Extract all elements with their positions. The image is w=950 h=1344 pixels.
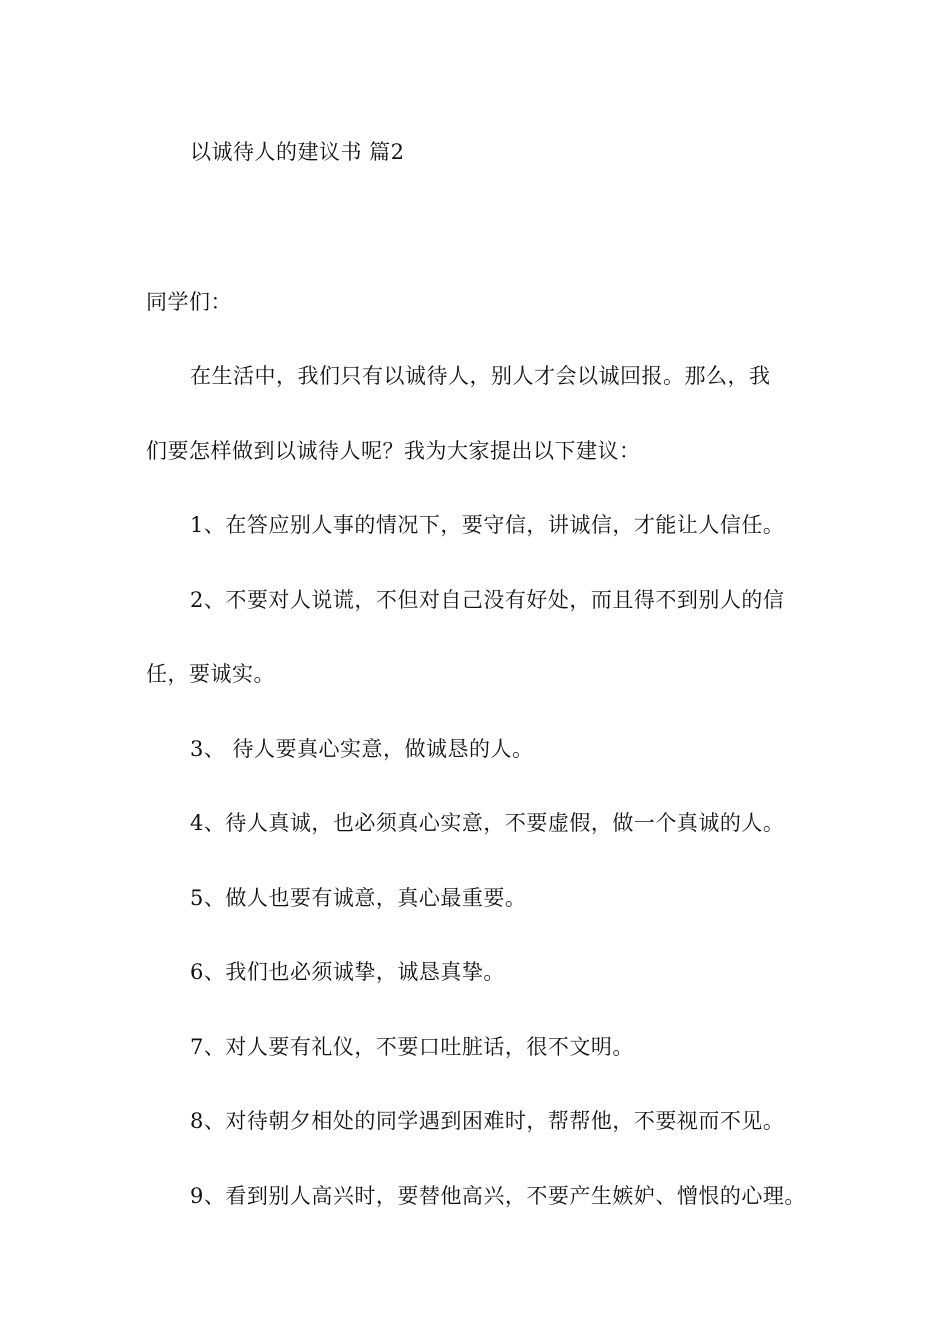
salutation: 同学们： — [146, 290, 232, 314]
suggestion-item-7: 7、对人要有礼仪，不要口吐脏话，很不文明。 — [190, 1035, 634, 1059]
suggestion-item-6: 6、我们也必须诚挚，诚恳真挚。 — [190, 960, 505, 984]
suggestion-item-9: 9、看到别人高兴时，要替他高兴，不要产生嫉妒、憎恨的心理。 — [190, 1184, 806, 1208]
suggestion-item-5: 5、做人也要有诚意，真心最重要。 — [190, 886, 527, 910]
suggestion-item-1: 1、在答应别人事的情况下，要守信，讲诚信，才能让人信任。 — [190, 513, 785, 537]
suggestion-item-2: 2、不要对人说谎，不但对自己没有好处，而且得不到别人的信 — [190, 588, 785, 612]
document-title: 以诚待人的建议书 篇2 — [190, 140, 405, 164]
suggestion-item-3: 3、 待人要真心实意，做诚恳的人。 — [190, 737, 534, 761]
intro-line-1: 在生活中，我们只有以诚待人，别人才会以诚回报。那么，我 — [190, 364, 771, 388]
suggestion-item-4: 4、待人真诚，也必须真心实意，不要虚假，做一个真诚的人。 — [190, 811, 785, 835]
suggestion-item-8: 8、对待朝夕相处的同学遇到困难时，帮帮他，不要视而不见。 — [190, 1109, 785, 1133]
suggestion-item-2-continued: 任，要诚实。 — [146, 662, 275, 686]
intro-line-2: 们要怎样做到以诚待人呢？我为大家提出以下建议： — [146, 439, 641, 463]
